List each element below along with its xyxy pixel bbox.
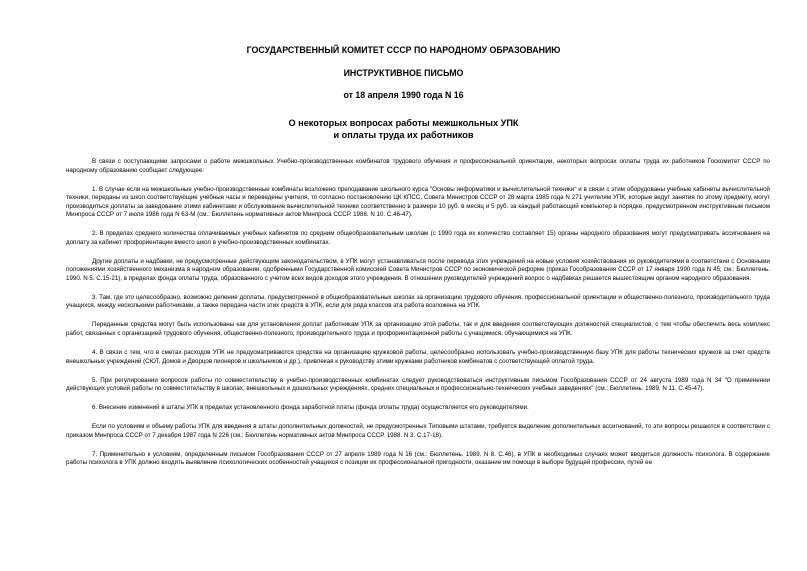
subject-line-2: и оплаты труда их работников	[333, 130, 474, 140]
paragraph-6-continued: Если по условиям и объему работы УПК для введения в штаты дополнительных должностей, не предусмотренных Типовыми штатами, требуется выделение дополнительных ассигнований, то эти вопросы решаются в соответствии с приказом Минпроса СССР от 7 декабря 1987 года N 226 (см.: Бюллетень нормативных актов Минпроса СССР. 1988. N 3. С.17-18).	[66, 423, 770, 439]
paragraph-2-continued: Другие доплаты и надбавки, не предусмотренные действующим законодательством, в УПК могут устанавливаться после перевода этих учреждений на новые условия хозяйствования их руководителями в соответствии с Основными положениями хозяйственного механизма в народном образовании, одобренными Государственной комиссией Совета Министров СССР по экономической реформе (приказ Гособразования СССР от 17 января 1990 года N 45; см.: Бюллетень. 1990. N 5. С.15-21), в пределах фонда оплаты труда, образованного с учетом всех видов доходов этого учреждения. В отношении руководителей учреждений вопрос о надбавках решается вышестоящим органом народного образования.	[66, 257, 770, 282]
paragraph-3-continued: Переданные средства могут быть использованы как для установления доплат работникам УПК за организацию этой работы, так и для введения соответствующих должностей специалистов, с тем чтобы обеспечить весь комплекс работ, связанных с организацией трудового обучения, общественно-полезного, производительного труда и профориентационной работы с учащимися, обучающимися на УПК.	[66, 321, 770, 337]
document-body	[66, 158, 770, 479]
issuing-committee-heading: ГОСУДАРСТВЕННЫЙ КОМИТЕТ СССР ПО НАРОДНОМУ ОБРАЗОВАНИЮ	[246, 45, 561, 55]
paragraph-1: 1. В случае если на межшкольные учебно-производственные комбинаты возложено преподавание школьного курса "Основы информатики и вычислительной техники" и в связи с этим оборудованы учебные кабинеты вычислительной техники, переданы из школ соответствующие учебные часы и переведены учителя, то согласно постановлению ЦК КПСС, Совета Министров СССР от 28 марта 1985 года N 271 учителям УПК, которые ведут занятия по этому предмету, могут производиться доплаты за заведование этими кабинетами и обслуживание вычислительной техники соответственно в размере 10 руб. в месяц и 5 руб. за каждый работающий компьютер в порядке, предусмотренном инструктивным письмом Минпроса СССР от 7 июля 1986 года N 63-М (см.: Бюллетень нормативных актов Минпроса СССР. 1986. N 10. С.46-47).	[66, 185, 770, 219]
paragraph-2: 2. В пределах среднего количества оплачиваемых учебных кабинетов по средним общеобразовательным школам (с 1990 года их количество составляет 15) органы народного образования могут предусматривать ассигнования на доплату за кабинет профориентации вместо школ в учебно-производственных комбинатах.	[66, 230, 770, 246]
paragraph-7: 7. Применительно к условиям, определенным письмом Гособразования СССР от 27 апреля 1989 года N 16 (см.: Бюллетень. 1989. N 8. С.46), в УПК в необходимых случаях может вводиться должность психолога. В содержание работы психолога в УПК должно входить выявление психологических особенностей учащихся с позиции их профессиональной пригодности, оказание им помощи в выборе будущей профессии, путей ее	[66, 450, 770, 467]
subject-line-1: О некоторых вопросах работы межшкольных УПК	[288, 118, 519, 128]
document-subject	[0, 117, 807, 141]
paragraph-4: 4. В связи с тем, что в сметах расходов УПК не предусматриваются средства на организацию кружковой работы, целесообразно использовать учебно-производственную базу УПК для работы технических кружков за счет средств внешкольных учреждений (СЮТ, Домов и Дворцов пионеров и школьников и др.), привлекая к руководству этими кружками работников комбинатов с соответствующей оплатой труда.	[66, 349, 770, 365]
paragraph-intro: В связи с поступающими запросами о работе межшкольных Учебно-производственных комбинатов трудового обучения и профессиональной ориентации, некоторых вопросах оплаты труда их работников Госкомитет СССР по народному образованию сообщает следующее:	[66, 158, 770, 174]
paragraph-3: 3. Там, где это целесообразно, возможно деление доплаты, предусмотренной в общеобразовательных школах за организацию трудового обучения, профессиональной ориентации и общественно-полезного, производительного труда учащихся, между несколькими работниками, а также передача части этих средств в УПК, если для ряда классов эта работа возложена на УПК.	[66, 293, 770, 310]
paragraph-6: 6. Внесение изменений в штаты УПК в пределах установленного фонда заработной платы (фонда оплаты труда) осуществляется его руководителями.	[92, 404, 529, 412]
document-date-number: от 18 апреля 1990 года N 16	[343, 90, 464, 100]
document-type-heading: ИНСТРУКТИВНОЕ ПИСЬМО	[343, 68, 464, 78]
paragraph-5: 5. При регулировании вопросов работы по совместительству в учебно-производственных комбинатах следует руководствоваться инструктивным письмом Гособразования СССР от 24 августа 1989 года N 34 "О применении действующих условий работы по совместительству в школах, внешкольных и дошкольных учреждениях, средних специальных и профессионально-технических учебных заведениях" (см.: Бюллетень. 1989. N 11. С.45-47).	[66, 376, 770, 393]
